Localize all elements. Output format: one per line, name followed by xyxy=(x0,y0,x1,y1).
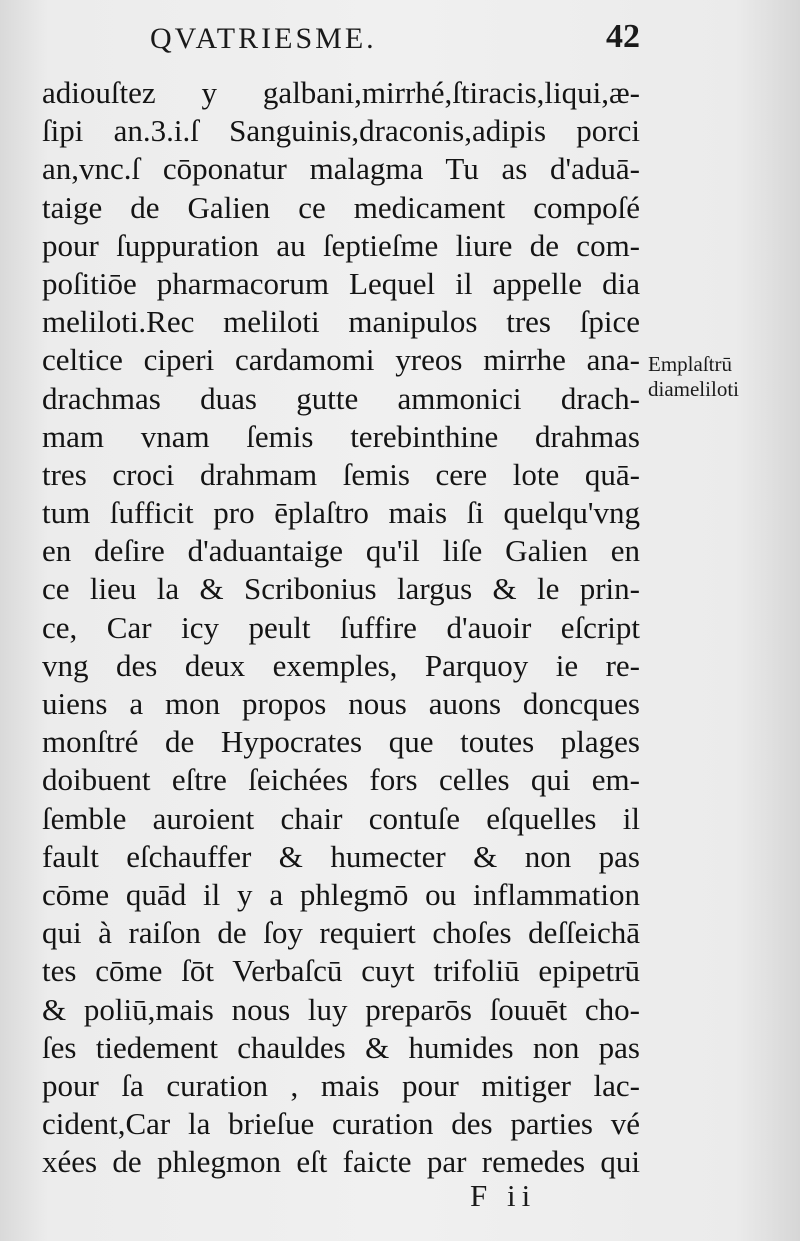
text-line: xées de phlegmon eſt faicte par remedes qui xyxy=(42,1144,640,1180)
marginal-note xyxy=(648,352,796,402)
text-line: ce, Car icy peult ſuffire d'auoir eſcript xyxy=(42,609,640,645)
text-line: uiens a mon propos nous auons doncques xyxy=(42,686,640,721)
text-line: monſtré de Hypocrates que toutes plages xyxy=(42,724,640,760)
text-line: cident,Car la brieſue curation des parties vé xyxy=(42,1106,640,1142)
text-line: fault eſchauffer & humecter & non pas xyxy=(42,838,640,874)
body-text xyxy=(42,74,640,1181)
text-line: ſipi an.3.i.ſ Sanguinis,draconis,adipis porci xyxy=(42,113,640,149)
signature-mark: F ii xyxy=(470,1178,537,1213)
marginal-note-line: Emplaſtrū xyxy=(648,352,732,376)
text-line: tres croci drahmam ſemis cere lote quā- xyxy=(42,456,640,492)
page-number: 42 xyxy=(606,18,640,55)
text-line: tum ſufficit pro ēplaſtro mais ſi quelqu'vng xyxy=(42,495,640,531)
text-line: ſemble auroient chair contuſe eſquelles il xyxy=(42,800,640,836)
text-line: celtice ciperi cardamomi yreos mirrhe ana- xyxy=(42,342,640,378)
text-line: mam vnam ſemis terebinthine drahmas xyxy=(42,418,640,454)
text-line: & poliū,mais nous luy preparōs ſouuēt cho- xyxy=(42,991,640,1027)
text-line: taige de Galien ce medicament compoſé xyxy=(42,189,640,225)
running-title: QVATRIESME. xyxy=(150,22,377,55)
text-line: tes cōme ſōt Verbaſcū cuyt trifoliū epipetrū xyxy=(42,953,640,989)
text-line: qui à raiſon de ſoy requiert choſes deſſeichā xyxy=(42,915,640,951)
text-line: an,vnc.ſ cōponatur malagma Tu as d'aduā- xyxy=(42,151,640,187)
text-line: adiouſtez y galbani,mirrhé,ſtiracis,liqui,æ- xyxy=(42,75,640,110)
text-line: pour ſa curation , mais pour mitiger lac- xyxy=(42,1067,640,1103)
marginal-note-line: diameliloti xyxy=(648,377,739,401)
text-line: vng des deux exemples, Parquoy ie re- xyxy=(42,647,640,683)
text-line: drachmas duas gutte ammonici drach- xyxy=(42,380,640,416)
text-line: pour ſuppuration au ſeptieſme liure de com- xyxy=(42,227,640,263)
text-line: doibuent eſtre ſeichées fors celles qui em- xyxy=(42,762,640,798)
text-line: cōme quād il y a phlegmō ou inflammation xyxy=(42,876,640,912)
text-line: meliloti.Rec meliloti manipulos tres ſpice xyxy=(42,304,640,340)
page-header xyxy=(150,18,640,68)
text-line: poſitiōe pharmacorum Lequel il appelle dia xyxy=(42,265,640,301)
text-line: ce lieu la & Scribonius largus & le prin- xyxy=(42,571,640,607)
text-line: ſes tiedement chauldes & humides non pas xyxy=(42,1029,640,1065)
text-line: en deſire d'aduantaige qu'il liſe Galien en xyxy=(42,533,640,569)
